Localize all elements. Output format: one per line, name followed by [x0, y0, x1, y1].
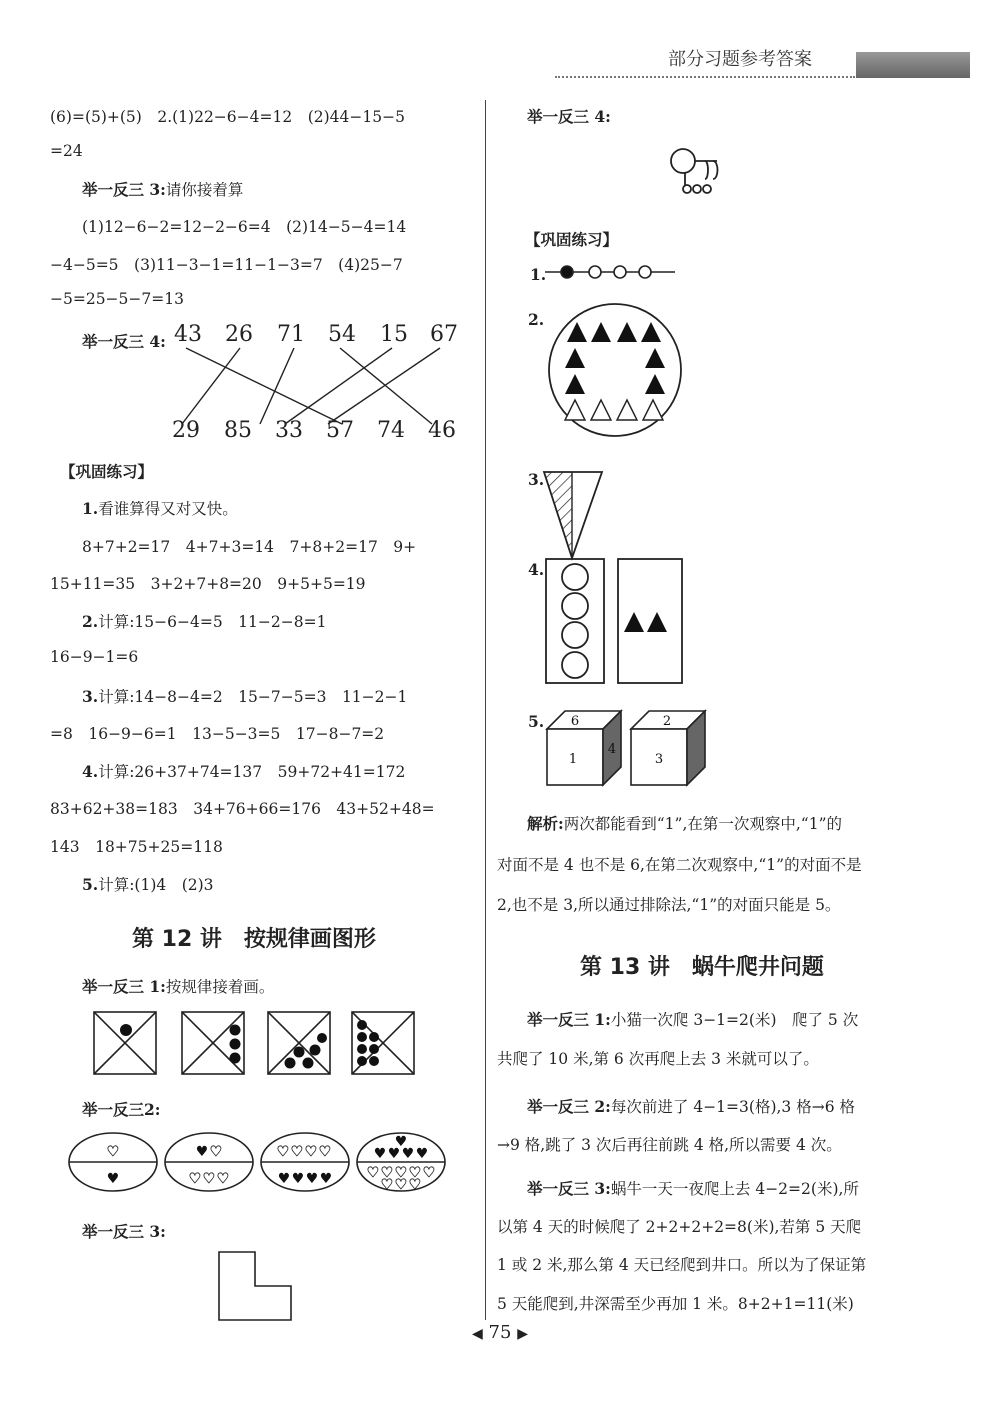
svg-text:♥: ♥ [209, 1144, 223, 1160]
svg-text:♥: ♥ [318, 1144, 332, 1160]
practice-number: 4. [82, 762, 99, 781]
svg-text:♥: ♥ [276, 1144, 290, 1160]
practice-number: 4. [528, 560, 545, 579]
svg-text:♥: ♥ [304, 1144, 318, 1160]
solution-text: 小猫一次爬 3−1=2(米) 爬了 5 次 [610, 1011, 859, 1029]
svg-text:♥: ♥ [394, 1165, 408, 1181]
exercise-1-line [82, 975, 274, 997]
answer-line: −4−5=5 (3)11−3−1=11−1−3=7 (4)25−7 [50, 256, 403, 274]
snail-stick-figure [665, 145, 745, 205]
svg-text:♥: ♥ [408, 1165, 422, 1181]
answer-line: (1)12−6−2=12−2−6=4 (2)14−5−4=14 [82, 218, 407, 236]
match-number: 43 [174, 322, 202, 347]
match-number: 46 [428, 418, 456, 443]
match-number: 74 [377, 418, 405, 443]
exercise-label: 举一反三 3: [82, 180, 166, 199]
practice-text: 计算:14−8−4=2 15−7−5=3 11−2−1 [98, 688, 408, 706]
svg-text:♥: ♥ [305, 1171, 319, 1187]
svg-text:♥: ♥ [188, 1171, 202, 1187]
matching-bottom-numbers [0, 418, 485, 448]
exercise-3-line [82, 178, 243, 200]
svg-text:♥: ♥ [401, 1146, 415, 1162]
solution-text: 蜗牛一天一夜爬上去 4−2=2(米),所 [610, 1180, 859, 1198]
prev-arrow-icon: ◀ [472, 1326, 483, 1342]
practice-number: 5. [82, 875, 99, 894]
match-number: 67 [430, 322, 458, 347]
exercise-label: 举一反三 4: [82, 332, 166, 351]
cube-face-label: 3 [654, 752, 664, 767]
header-decoration-bar [856, 52, 970, 78]
solution-line: 1 或 2 米,那么第 4 天已经爬到井口。所以为了保证第 [497, 1256, 867, 1274]
cube-face-label: 2 [662, 714, 672, 729]
practice-number: 1. [82, 499, 99, 518]
svg-text:♥: ♥ [394, 1177, 408, 1193]
cube-face-label: 1 [568, 752, 578, 767]
exercise-text: 请你接着算 [165, 181, 244, 199]
solution-line: 共爬了 10 米,第 6 次再爬上去 3 米就可以了。 [497, 1050, 819, 1068]
svg-text:♥: ♥ [380, 1165, 394, 1181]
column-divider [485, 100, 486, 1320]
bead-sequence-figure [545, 262, 695, 282]
pattern-ovals-figure [68, 1130, 468, 1200]
analysis-label: 解析: [527, 814, 564, 833]
solution-line: 以第 4 天的时候爬了 2+2+2+2=8(米),若第 5 天爬 [497, 1218, 862, 1236]
next-arrow-icon: ▶ [517, 1326, 528, 1342]
answer-line: =8 16−9−6=1 13−5−3=5 17−8−7=2 [50, 725, 385, 743]
match-number: 71 [277, 322, 305, 347]
svg-text:♥: ♥ [106, 1171, 120, 1187]
pattern-squares-figure [90, 1010, 490, 1080]
page-header-title: 部分习题参考答案 [668, 49, 812, 70]
answer-line: −5=25−5−7=13 [50, 290, 184, 308]
answer-line: 83+62+38=183 34+76+66=176 43+52+48= [50, 800, 435, 818]
svg-text:♥: ♥ [202, 1171, 216, 1187]
practice-number: 1. [530, 265, 547, 284]
exercise-label: 举一反三 4: [527, 107, 611, 126]
svg-text:♥: ♥ [422, 1165, 436, 1181]
answer-line: 8+7+2=17 4+7+3=14 7+8+2=17 9+ [82, 538, 417, 556]
solution-line: 5 天能爬到,井深需至少再加 1 米。8+2+1=11(米) [497, 1295, 854, 1313]
analysis-line: 2,也不是 3,所以通过排除法,“1”的对面只能是 5。 [497, 896, 841, 914]
svg-text:♥: ♥ [291, 1171, 305, 1187]
svg-text:♥: ♥ [319, 1171, 333, 1187]
answer-line: 15+11=35 3+2+7+8=20 9+5+5=19 [50, 575, 366, 593]
svg-text:♥: ♥ [408, 1177, 422, 1193]
match-number: 29 [172, 418, 200, 443]
section-label: 【巩固练习】 [60, 462, 154, 481]
solution-3 [527, 1177, 859, 1199]
exercise-label: 举一反三2: [82, 1100, 161, 1119]
practice-5 [82, 873, 214, 895]
practice-number: 2. [528, 310, 545, 329]
two-cubes-figure [543, 705, 723, 785]
match-number: 85 [224, 418, 252, 443]
svg-text:♥: ♥ [277, 1171, 291, 1187]
svg-text:♥: ♥ [394, 1134, 408, 1150]
practice-3 [82, 685, 407, 707]
answer-line: 16−9−1=6 [50, 648, 139, 666]
svg-text:♥: ♥ [366, 1165, 380, 1181]
page-number [0, 1322, 1000, 1343]
practice-text: 计算:(1)4 (2)3 [98, 876, 214, 894]
match-number: 15 [380, 322, 408, 347]
analysis-text: 两次都能看到“1”,在第一次观察中,“1”的 [563, 815, 843, 833]
practice-4 [82, 760, 405, 782]
practice-2 [82, 610, 326, 632]
match-number: 57 [326, 418, 354, 443]
match-number: 33 [275, 418, 303, 443]
svg-text:♥: ♥ [216, 1171, 230, 1187]
solution-1 [527, 1008, 858, 1030]
practice-number: 3. [528, 470, 545, 489]
solution-line: →9 格,跳了 3 次后再往前跳 4 格,所以需要 4 次。 [497, 1136, 842, 1154]
match-number: 26 [225, 322, 253, 347]
svg-text:♥: ♥ [373, 1146, 387, 1162]
triangles-circle-figure [545, 300, 685, 440]
practice-text: 计算:26+37+74=137 59+72+41=172 [98, 763, 406, 781]
practice-number: 5. [528, 712, 545, 731]
exercise-label: 举一反三 1: [527, 1010, 611, 1029]
svg-text:♥: ♥ [106, 1144, 120, 1160]
circles-triangles-boxes-figure [542, 555, 712, 685]
header-dotted-rule [555, 76, 855, 78]
practice-text: 看谁算得又对又快。 [98, 500, 238, 518]
exercise-label: 举一反三 2: [527, 1097, 611, 1116]
analysis-line: 对面不是 4 也不是 6,在第二次观察中,“1”的对面不是 [497, 856, 862, 874]
svg-text:♥: ♥ [290, 1144, 304, 1160]
practice-number: 3. [82, 687, 99, 706]
solution-2 [527, 1095, 855, 1117]
match-number: 54 [328, 322, 356, 347]
svg-text:♥: ♥ [387, 1146, 401, 1162]
page-number-value: 75 [488, 1322, 512, 1343]
section-label: 【巩固练习】 [525, 230, 619, 249]
solution-text: 每次前进了 4−1=3(格),3 格→6 格 [610, 1098, 855, 1116]
exercise-label: 举一反三 1: [82, 977, 166, 996]
practice-number: 2. [82, 612, 99, 631]
answer-line: =24 [50, 142, 83, 160]
analysis-line [527, 812, 842, 834]
svg-text:♥: ♥ [415, 1146, 429, 1162]
answer-line: 143 18+75+25=118 [50, 838, 223, 856]
svg-text:♥: ♥ [380, 1177, 394, 1193]
practice-1 [82, 497, 238, 519]
lesson-13-title: 第 13 讲 蜗牛爬井问题 [580, 955, 824, 980]
lesson-12-title: 第 12 讲 按规律画图形 [132, 927, 376, 952]
answer-line: (6)=(5)+(5) 2.(1)22−6−4=12 (2)44−15−5 [50, 108, 405, 126]
cube-face-label: 6 [570, 714, 580, 729]
exercise-label: 举一反三 3: [82, 1222, 166, 1241]
exercise-text: 按规律接着画。 [165, 978, 275, 996]
practice-text: 计算:15−6−4=5 11−2−8=1 [98, 613, 327, 631]
exercise-label: 举一反三 3: [527, 1179, 611, 1198]
cube-face-label: 4 [607, 742, 617, 757]
svg-text:♥: ♥ [195, 1144, 209, 1160]
l-shape-figure [215, 1248, 305, 1328]
